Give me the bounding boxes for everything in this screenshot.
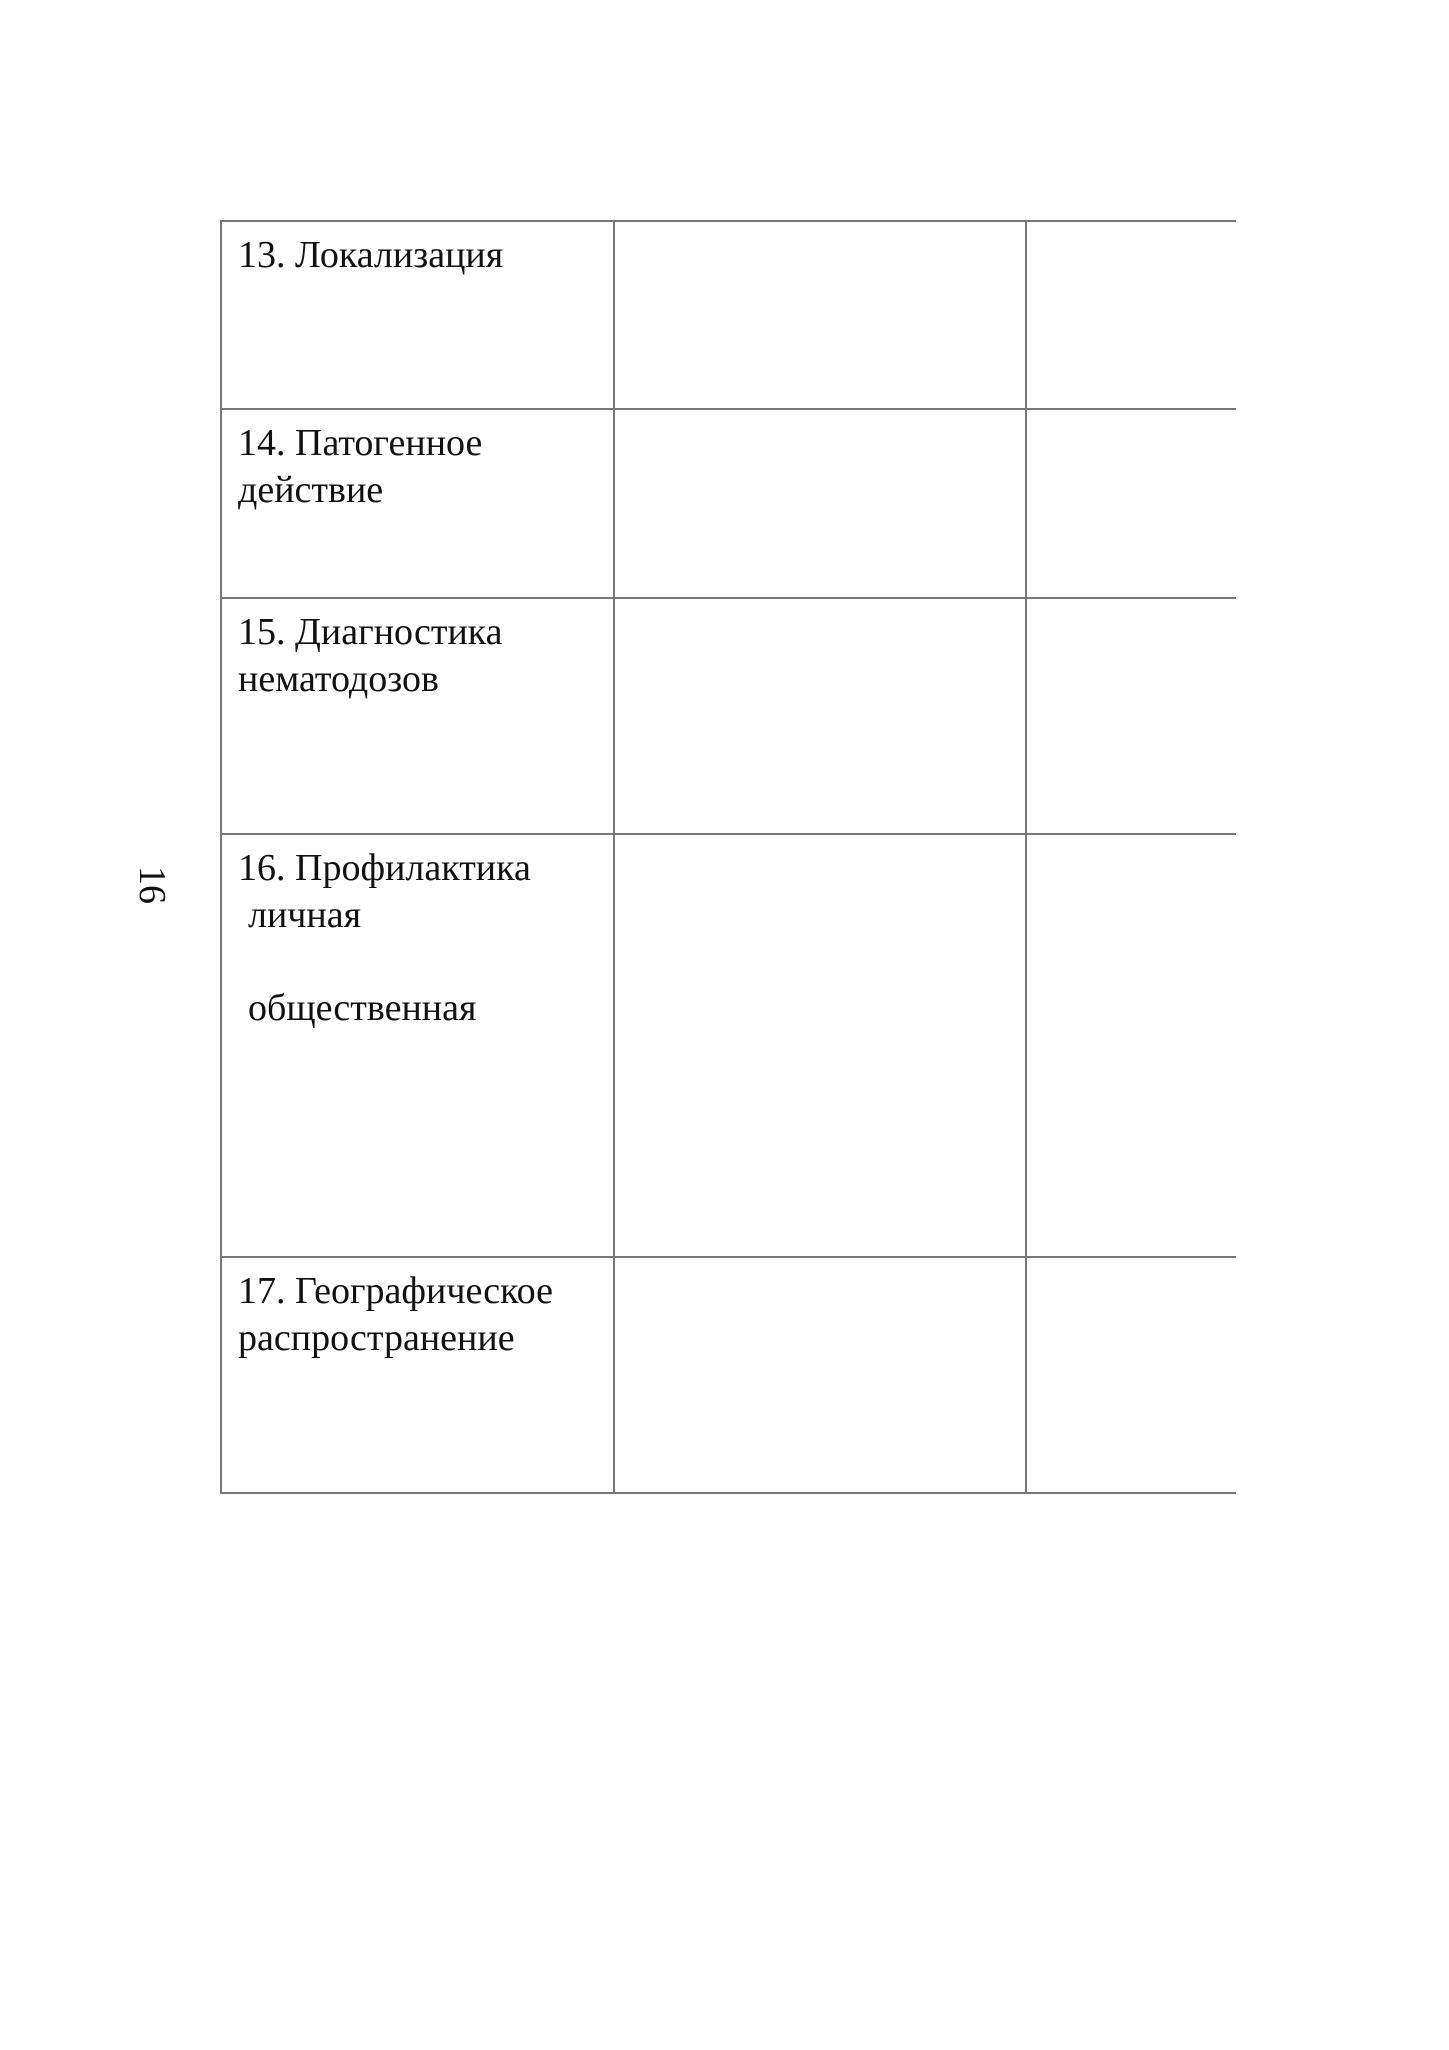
row-label-line: распространение bbox=[238, 1317, 515, 1359]
row-label-line: 14. Патогенное bbox=[238, 422, 483, 464]
row-label-cell bbox=[221, 834, 614, 1257]
row-sub-label-personal: личная bbox=[248, 894, 362, 936]
worksheet-table-frame bbox=[220, 220, 1236, 1492]
row-label-line: действие bbox=[238, 469, 384, 511]
page-number: 16 bbox=[131, 866, 173, 904]
blank-answer-cell[interactable] bbox=[614, 221, 1026, 409]
table-row bbox=[221, 221, 1236, 409]
blank-answer-cell[interactable] bbox=[614, 1257, 1026, 1493]
table-row bbox=[221, 409, 1236, 598]
row-label-line: 15. Диагностика bbox=[238, 611, 503, 653]
table-row bbox=[221, 1257, 1236, 1493]
row-label-cell bbox=[221, 1257, 614, 1493]
blank-answer-cell[interactable] bbox=[1026, 598, 1236, 834]
row-sub-label-public: общественная bbox=[248, 987, 477, 1029]
blank-answer-cell[interactable] bbox=[614, 598, 1026, 834]
row-label-line: 17. Географическое bbox=[238, 1270, 554, 1312]
row-label-cell bbox=[221, 221, 614, 409]
row-label-cell bbox=[221, 409, 614, 598]
blank-answer-cell[interactable] bbox=[614, 834, 1026, 1257]
row-label-cell bbox=[221, 598, 614, 834]
blank-answer-cell[interactable] bbox=[1026, 1257, 1236, 1493]
blank-answer-cell[interactable] bbox=[1026, 834, 1236, 1257]
table-row bbox=[221, 834, 1236, 1257]
row-label-line: нематодозов bbox=[238, 658, 439, 700]
row-label-line: 16. Профилактика bbox=[238, 847, 531, 889]
row-label-line: 13. Локализация bbox=[238, 234, 504, 276]
table-row bbox=[221, 598, 1236, 834]
blank-answer-cell[interactable] bbox=[1026, 221, 1236, 409]
blank-answer-cell[interactable] bbox=[614, 409, 1026, 598]
blank-answer-cell[interactable] bbox=[1026, 409, 1236, 598]
worksheet-table bbox=[220, 220, 1236, 1494]
